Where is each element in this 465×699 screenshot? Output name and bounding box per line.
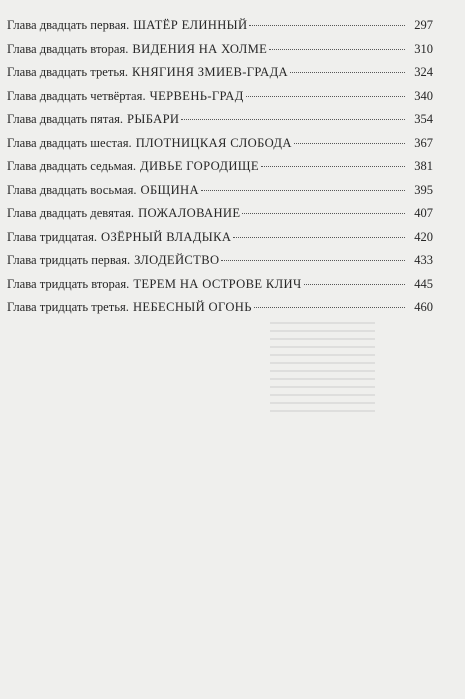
dot-leader xyxy=(294,143,405,144)
chapter-title: ПОЖАЛОВАНИЕ xyxy=(138,206,241,220)
toc-entry xyxy=(7,132,433,156)
dot-leader xyxy=(246,96,405,97)
dot-leader xyxy=(233,237,405,238)
page-number: 381 xyxy=(414,159,433,173)
page-number: 340 xyxy=(414,88,433,103)
chapter-title: ВИДЕНИЯ НА ХОЛМЕ xyxy=(132,41,268,56)
table-of-contents xyxy=(7,14,433,320)
chapter-title: ПЛОТНИЦКАЯ СЛОБОДА xyxy=(135,135,292,150)
show-through-line xyxy=(270,370,375,372)
chapter-label: Глава двадцать первая. xyxy=(7,18,130,32)
toc-entry xyxy=(7,38,433,62)
chapter-label: Глава двадцать девятая. xyxy=(7,206,135,220)
chapter-title: КНЯГИНЯ ЗМИЕВ-ГРАДА xyxy=(132,65,288,79)
chapter-label: Глава двадцать шестая. xyxy=(7,135,132,150)
dot-leader xyxy=(254,307,405,308)
page-number: 297 xyxy=(414,18,433,32)
toc-entry xyxy=(7,296,433,320)
page-number: 395 xyxy=(414,182,433,197)
toc-entry xyxy=(7,155,433,179)
toc-entry xyxy=(7,273,433,297)
dot-leader xyxy=(290,72,405,73)
chapter-title: ДИВЬЕ ГОРОДИЩЕ xyxy=(140,159,259,173)
dot-leader xyxy=(269,49,405,50)
chapter-title: ШАТЁР ЕЛИННЫЙ xyxy=(133,18,248,32)
show-through-line xyxy=(270,338,375,340)
page-number: 324 xyxy=(414,65,433,79)
show-through-line xyxy=(270,330,375,332)
show-through-line xyxy=(270,402,375,404)
toc-entry xyxy=(7,61,433,85)
dot-leader xyxy=(181,119,405,120)
chapter-title: НЕБЕСНЫЙ ОГОНЬ xyxy=(132,300,252,314)
show-through-line xyxy=(270,386,375,388)
toc-entry xyxy=(7,85,433,109)
page-number: 433 xyxy=(414,253,433,267)
toc-entry xyxy=(7,226,433,250)
chapter-label: Глава тридцать третья. xyxy=(7,300,129,314)
page-number: 367 xyxy=(414,135,433,150)
page-number: 310 xyxy=(414,41,433,56)
chapter-title: ЗЛОДЕЙСТВО xyxy=(134,253,220,267)
show-through-line xyxy=(270,378,375,380)
toc-entry xyxy=(7,202,433,226)
chapter-label: Глава двадцать третья. xyxy=(7,65,129,79)
chapter-label: Глава двадцать четвёртая. xyxy=(7,88,146,103)
toc-entry xyxy=(7,108,433,132)
show-through-line xyxy=(270,354,375,356)
show-through-line xyxy=(270,362,375,364)
chapter-title: РЫБАРИ xyxy=(127,112,180,126)
dot-leader xyxy=(261,166,405,167)
dot-leader xyxy=(304,284,405,285)
show-through-line xyxy=(270,410,375,412)
toc-entry xyxy=(7,249,433,273)
page-number: 407 xyxy=(414,206,433,220)
chapter-label: Глава двадцать восьмая. xyxy=(7,182,137,197)
show-through-line xyxy=(270,322,375,324)
toc-entry xyxy=(7,179,433,203)
reverse-side-print-show-through xyxy=(270,322,375,418)
chapter-label: Глава двадцать вторая. xyxy=(7,41,129,56)
dot-leader xyxy=(249,25,405,26)
toc-entry xyxy=(7,14,433,38)
chapter-title: ТЕРЕМ НА ОСТРОВЕ КЛИЧ xyxy=(133,276,302,291)
dot-leader xyxy=(221,260,405,261)
chapter-label: Глава тридцать вторая. xyxy=(7,276,130,291)
show-through-line xyxy=(270,394,375,396)
dot-leader xyxy=(242,213,405,214)
dot-leader xyxy=(201,190,405,191)
chapter-label: Глава тридцатая. xyxy=(7,229,98,244)
chapter-title: ОЗЁРНЫЙ ВЛАДЫКА xyxy=(101,229,232,244)
page-number: 420 xyxy=(414,229,433,244)
chapter-label: Глава двадцать седьмая. xyxy=(7,159,137,173)
page-number: 445 xyxy=(414,276,433,291)
page-number: 354 xyxy=(414,112,433,126)
chapter-title: ОБЩИНА xyxy=(140,182,199,197)
show-through-line xyxy=(270,346,375,348)
chapter-title: ЧЕРВЕНЬ-ГРАД xyxy=(149,88,244,103)
page-number: 460 xyxy=(414,300,433,314)
chapter-label: Глава двадцать пятая. xyxy=(7,112,124,126)
chapter-label: Глава тридцать первая. xyxy=(7,253,131,267)
